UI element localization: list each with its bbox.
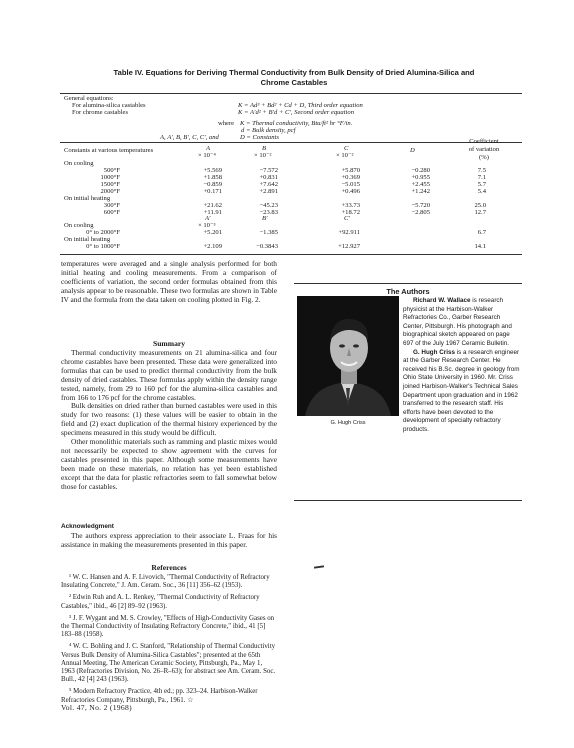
cell-b: −7.572 [259, 167, 278, 174]
cell-temp: 1500°F [100, 181, 120, 188]
col-header-cv-line1: Coefficient [469, 138, 499, 145]
cell-cv: 5.4 [477, 188, 486, 195]
stray-mark [314, 565, 324, 568]
cell-c: +5.870 [341, 167, 360, 174]
cell-temp: 600°F [103, 209, 120, 216]
authors-bottom-rule [294, 500, 522, 501]
cell-cv: 7.1 [477, 174, 486, 181]
summary-section [61, 349, 277, 492]
cell-temp: 1000°F [100, 174, 120, 181]
photo-caption: G. Hugh Criss [330, 420, 366, 426]
section-cooling: On cooling [64, 160, 94, 167]
intro-paragraph [61, 260, 277, 305]
reference-item: ¹ W. C. Hansen and A. F. Livovich, "Thermal Conductivity of Refractory Insulating Concrete," J. Am. Ceram. Soc., 36 [11] 356–62 (1953). [61, 574, 270, 590]
col-header-c: C [344, 145, 349, 152]
cell-b: +7.642 [259, 181, 278, 188]
cell-d: −5.720 [411, 202, 430, 209]
cell-b: +0.831 [259, 174, 278, 181]
cell-c: +0.369 [341, 174, 360, 181]
col-header-cv [452, 138, 516, 162]
acknowledgment-heading: Acknowledgment [61, 523, 114, 530]
cell-cv: 5.7 [477, 181, 486, 188]
table-top-rule [60, 93, 522, 94]
where-k: K = Thermal conductivity, Btu/ft² hr °F/in. [240, 120, 353, 127]
bio-criss-text: is a research engineer at the Garber Research Center. He received his B.Sc. degree in geology from Ohio State University in 1960. Mr. Criss joined Harbison-Walker's Technical Sales Department upon graduation and in 1962 transferred to the research staff. His efforts have been devoted to the development of specialty refractory products. [403, 348, 520, 433]
reference-item: ⁵ Modern Refractory Practice, 4th ed.; pp. 323–24. Harbison-Walker Refractories Company, Pittsburgh, Pa., 1961. ☆ [61, 688, 258, 704]
table-bottom-rule [60, 254, 522, 255]
intro-text: temperatures were averaged and a single analysis performed for both initial heating and cooling measurements. From a comparison of coefficients of variation, the second order formulas obtained from this analysis appear to be reasonable. These two formulas are shown in Table IV and the formula from the data taken on cooling plotted in Fig. 2. [61, 259, 277, 304]
gen2-equation: K = A′d² + B′d + C′, Second order equation [238, 109, 354, 116]
summary-heading: Summary [152, 339, 186, 348]
reference-item: ² Edwin Ruh and A. L. Renkey, "Thermal Conductivity of Refractory Castables," ibid., 46 [2] 89–92 (1963). [61, 594, 260, 610]
cell-cv: 7.5 [477, 167, 486, 174]
cell-b: −23.83 [259, 209, 278, 216]
cell-a: +0.171 [203, 188, 222, 195]
cell-a: +5.569 [203, 167, 222, 174]
where-label: where [218, 120, 235, 127]
cell-c: +12.927 [338, 243, 360, 250]
cell-c: −5.015 [341, 181, 360, 188]
summary-paragraph-1: Thermal conductivity measurements on 21 alumina-silica and four chrome castables have been presented. These data were generalized into formulas that can be used to predict thermal conductivity from the bulk density of dried castables. These formulas apply within the density range tested, namely, from 29 to 160 pcf for the alumina-silica castables and from 166 to 176 pcf for the chrome castables. [61, 348, 277, 402]
references-heading: References [151, 563, 187, 572]
cell-c: +0.496 [341, 188, 360, 195]
cell-d: +0.955 [411, 174, 430, 181]
acknowledgment-text: The authors express appreciation to their associate L. Fraas for his assistance in making the measurements presented in this paper. [61, 531, 277, 549]
cell-c: +92.911 [338, 229, 360, 236]
table-title-line-2: Chrome Castables [260, 78, 328, 87]
reference-item: ⁴ W. C. Bohling and J. C. Stanford, "Relationship of Thermal Conductivity Versus Bulk Density of Alumina-Silica Castables"; presented at the 65th Annual Meeting, The American Ceramic Society, Pittsburgh, Pa., May 1, 1963 (Refractories Division, No. 26–R–63); for abstract see Am. Ceram. Soc. Bull., 42 [4] 243 (1963). [61, 643, 276, 684]
gen1-equation: K = Ad³ + Bd² + Cd + D, Third order equation [238, 102, 363, 109]
bio-criss-name: G. Hugh Criss [413, 348, 455, 356]
bio-wallace-name: Richard W. Wallace [413, 297, 471, 304]
author-portrait-image [297, 296, 399, 416]
col-header-b-sub: × 10⁻² [254, 152, 272, 159]
acknowledgment-section [61, 532, 277, 550]
references-list [61, 574, 277, 709]
cell-temp: 300°F [103, 202, 120, 209]
cell-temp: 0° to 1000°F [86, 243, 120, 250]
cell-b: −45.23 [259, 202, 278, 209]
cell-a: −0.859 [203, 181, 222, 188]
cell-cv: 14.1 [474, 243, 486, 250]
chrome-section-cooling: On cooling [64, 222, 94, 229]
cell-d: +2.455 [411, 181, 430, 188]
cell-c: +18.72 [341, 209, 360, 216]
col-header-cv-line3: (%) [479, 154, 489, 161]
page-footer: Vol. 47, No. 2 (1968) [61, 703, 132, 712]
summary-paragraph-3: Other monolithic materials such as ramming and plastic mixes would not necessarily be expected to show agreement with the curves for castables presented in this paper. Although some measurements have been made on these materials, no relation has yet been established except that the data for plastic refractories seem to fall somewhat below those for castables. [61, 437, 277, 491]
cell-a: +5.201 [203, 229, 222, 236]
cell-b: −0.3843 [256, 243, 278, 250]
bio-criss [403, 349, 521, 435]
cell-cv: 25.0 [474, 202, 486, 209]
col-header-b: B [262, 145, 267, 152]
where-d: d = Bulk density, pcf [241, 127, 296, 134]
cell-cv: 12.7 [474, 209, 486, 216]
col-header-a: A [206, 145, 211, 152]
cell-a: +11.91 [203, 209, 222, 216]
cell-a: +1.858 [203, 174, 222, 181]
cell-temp: 500°F [103, 167, 120, 174]
cell-d: −2.805 [411, 209, 430, 216]
cell-b: +2.891 [259, 188, 278, 195]
col-header-a-sub: × 10⁻⁴ [198, 152, 216, 159]
col-header-temp: Constants at various temperatures [64, 147, 154, 154]
chrome-section-heating: On initial heating [64, 236, 111, 243]
cell-c: +33.73 [341, 202, 360, 209]
summary-paragraph-2: Bulk densities on dried rather than burned castables were used in this study for two reasons: (1) these values will be easier to obtain in the field and (2) exact duplication of the thermal history experienced by the specimens measured in this study would be difficult. [61, 401, 277, 438]
where-constants: D = Constants [240, 134, 279, 141]
authors-heading: The Authors [386, 287, 430, 296]
cell-d: −0.280 [411, 167, 430, 174]
gen2-label: For chrome castables [72, 109, 129, 116]
cell-cv: 6.7 [477, 229, 486, 236]
chrome-col-c: C′ [344, 215, 350, 222]
general-equations-label: General equations: [64, 95, 114, 102]
reference-item: ³ J. F. Wygant and M. S. Crowley, "Effects of High-Conductivity Gases on the Thermal Conductivity of Insulating Refractory Concrete," ibid., 41 [5] 183–88 (1958). [61, 614, 275, 639]
gen1-label: For alumina-silica castables [72, 102, 146, 109]
bio-wallace-text: is research physicist at the Harbison-Walker Refractories Co., Garber Research Center, Pittsburgh. His photograph and biographical sketch appeared on page 697 of the July 1967 Ceramic Bulletin. [403, 297, 512, 347]
table-title-line-1: Table IV. Equations for Deriving Thermal Conductivity from Bulk Density of Dried Alumina-Silica and [113, 68, 475, 77]
authors-top-rule [294, 283, 522, 284]
author-photo [297, 296, 399, 416]
cell-a: +21.62 [203, 202, 222, 209]
author-bios [403, 297, 521, 435]
chrome-col-a-sub: × 10⁻³ [198, 222, 216, 229]
cell-temp: 0° to 2000°F [86, 229, 120, 236]
section-heating: On initial heating [64, 195, 111, 202]
col-header-c-sub: × 10⁻² [336, 152, 354, 159]
table-title [104, 68, 484, 88]
where-constants-label: A, A′, B, B′, C, C′, and [160, 134, 219, 141]
cell-temp: 2000°F [100, 188, 120, 195]
col-header-cv-line2: of variation [468, 146, 500, 153]
chrome-col-a: A′ [205, 215, 211, 222]
cell-a: +2.109 [203, 243, 222, 250]
col-header-d: D [410, 147, 415, 154]
bio-wallace [403, 297, 521, 349]
cell-d: +1.242 [411, 188, 430, 195]
cell-b: −1.385 [259, 229, 278, 236]
chrome-col-b: B′ [262, 215, 268, 222]
